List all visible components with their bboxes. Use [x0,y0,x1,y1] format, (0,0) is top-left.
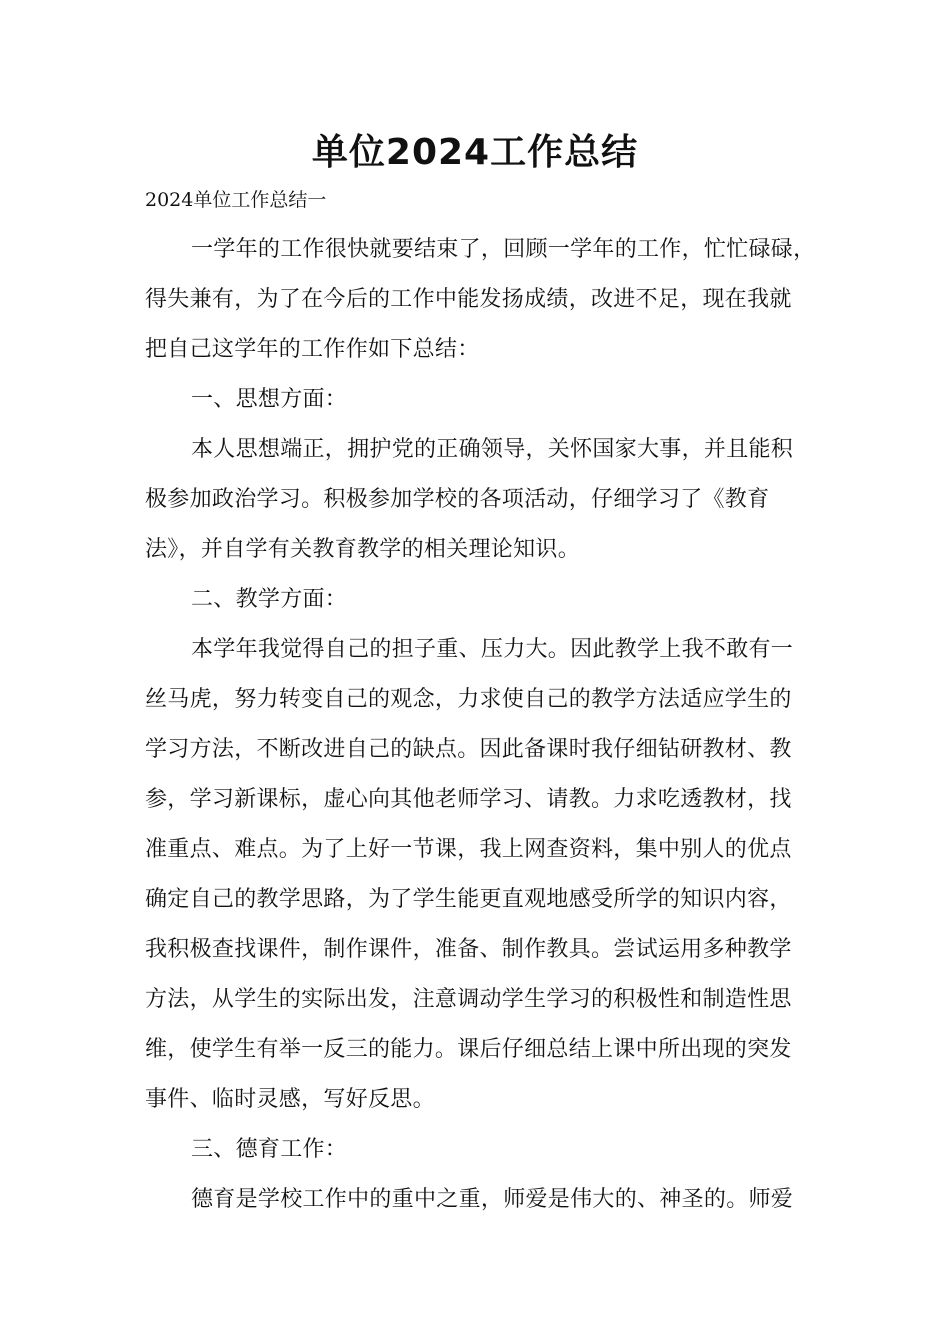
body-line: 极参加政治学习。积极参加学校的各项活动，仔细学习了《教育 [145,487,770,512]
body-line: 得失兼有，为了在今后的工作中能发扬成绩，改进不足，现在我就 [145,287,792,312]
body-line: 一学年的工作很快就要结束了，回顾一学年的工作，忙忙碌碌， [191,237,816,262]
body-line: 方法，从学生的实际出发，注意调动学生学习的积极性和制造性思 [145,987,792,1012]
body-line: 二、教学方面： [191,587,348,612]
body-line: 三、德育工作： [191,1137,348,1162]
body-line: 本学年我觉得自己的担子重、压力大。因此教学上我不敢有一 [191,637,794,662]
body-line: 法》，并自学有关教育教学的相关理论知识。 [145,537,581,562]
body-line: 准重点、难点。为了上好一节课，我上网查资料，集中别人的优点 [145,837,792,862]
body-line: 一、思想方面： [191,387,348,412]
body-line: 德育是学校工作中的重中之重，师爱是伟大的、神圣的。师爱 [191,1187,794,1212]
body-line: 我积极查找课件，制作课件，准备、制作教具。尝试运用多种教学 [145,937,792,962]
document-title: 单位2024工作总结 [311,132,639,173]
body-line: 丝马虎，努力转变自己的观念，力求使自己的教学方法适应学生的 [145,687,792,712]
body-line: 参，学习新课标，虚心向其他老师学习、请教。力求吃透教材，找 [145,787,792,812]
body-line: 学习方法，不断改进自己的缺点。因此备课时我仔细钻研教材、教 [145,737,792,762]
body-line: 把自己这学年的工作作如下总结： [145,337,480,362]
body-line: 确定自己的教学思路，为了学生能更直观地感受所学的知识内容， [145,887,792,912]
body-line: 本人思想端正，拥护党的正确领导，关怀国家大事，并且能积 [191,437,794,462]
document-body [145,225,815,1225]
body-line: 事件、临时灵感，写好反思。 [145,1087,435,1112]
document-subtitle: 2024单位工作总结一 [145,189,327,211]
body-line: 维，使学生有举一反三的能力。课后仔细总结上课中所出现的突发 [145,1037,792,1062]
